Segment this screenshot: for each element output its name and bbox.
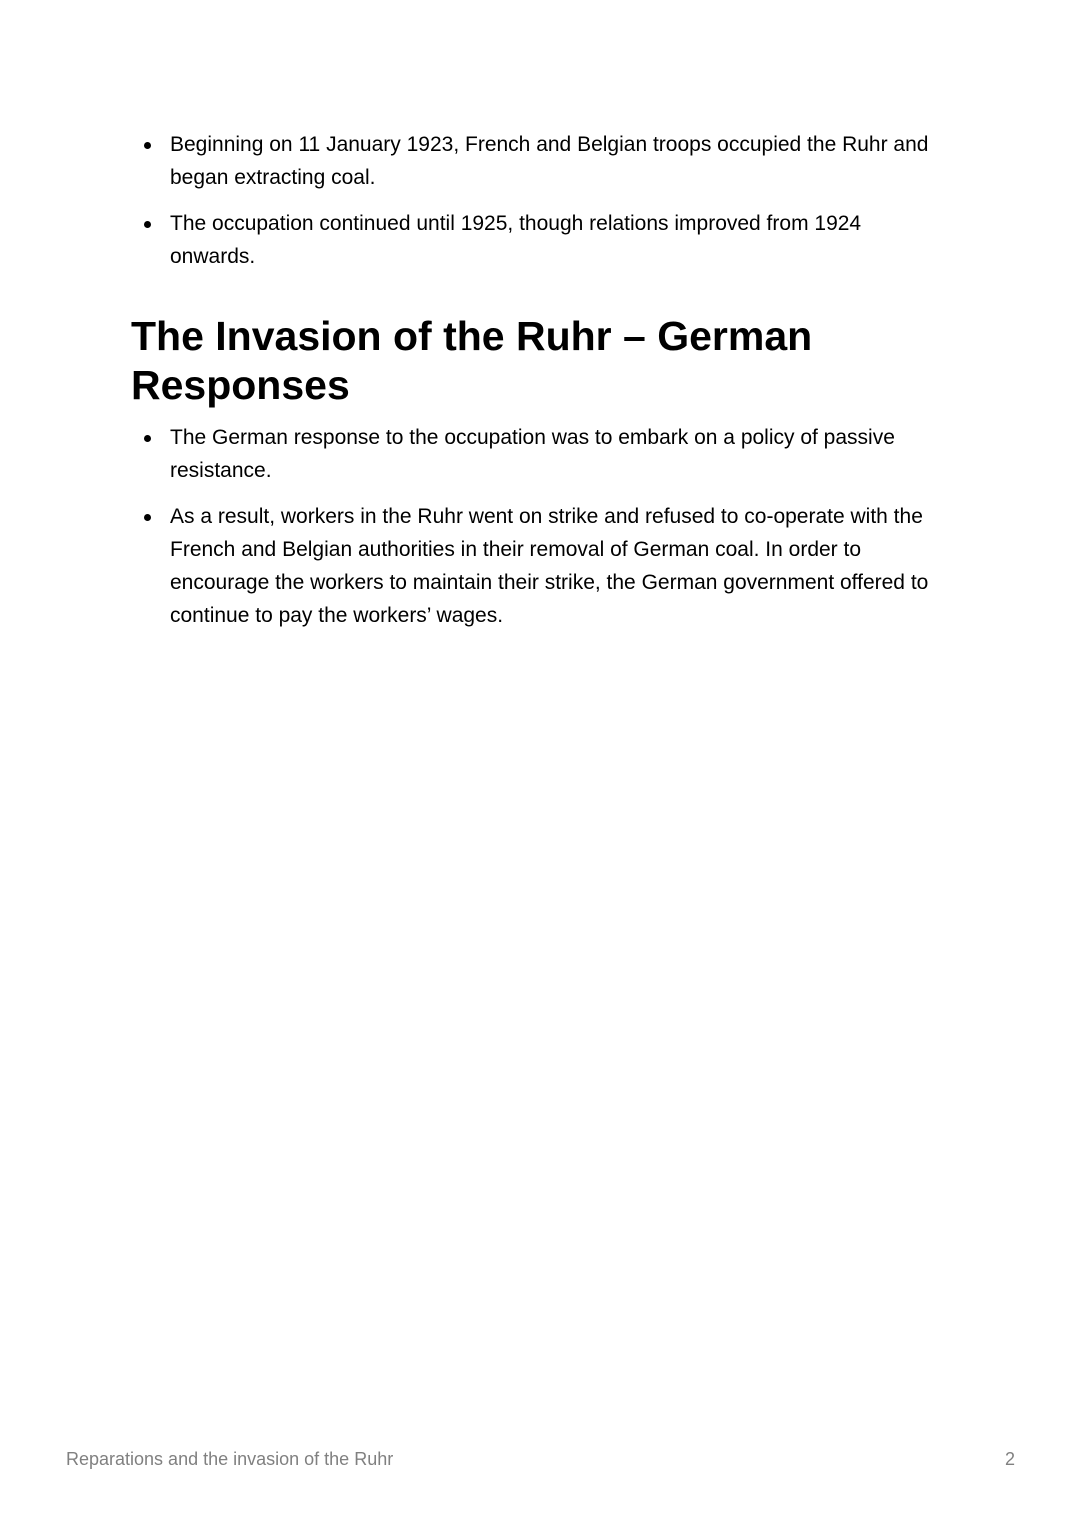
intro-bullet-list <box>131 128 941 273</box>
bullet-icon <box>144 221 151 228</box>
footer-document-title: Reparations and the invasion of the Ruhr <box>66 1449 394 1469</box>
list-item <box>131 128 941 194</box>
list-item-text: The occupation continued until 1925, though relations improved from 1924 onwards. <box>170 212 862 268</box>
list-item <box>131 421 941 487</box>
bullet-icon <box>144 435 151 442</box>
section-bullet-list <box>131 421 941 632</box>
list-item-text: Beginning on 11 January 1923, French and Belgian troops occupied the Ruhr and began extracting coal. <box>170 133 929 189</box>
footer-page-number: 2 <box>1004 1449 1015 1469</box>
list-item <box>131 500 941 632</box>
bullet-icon <box>144 514 151 521</box>
section-heading: The Invasion of the Ruhr – German Responses <box>131 313 813 408</box>
list-item <box>131 207 941 273</box>
list-item-text: As a result, workers in the Ruhr went on strike and refused to co-operate with the French and Belgian authorities in their removal of German coal. In order to encourage the workers to maintain their strike, the German government offered to continue to pay the workers’ wages. <box>170 505 929 627</box>
bullet-icon <box>144 142 151 149</box>
list-item-text: The German response to the occupation was to embark on a policy of passive resistance. <box>170 426 895 482</box>
document-body <box>131 128 941 645</box>
